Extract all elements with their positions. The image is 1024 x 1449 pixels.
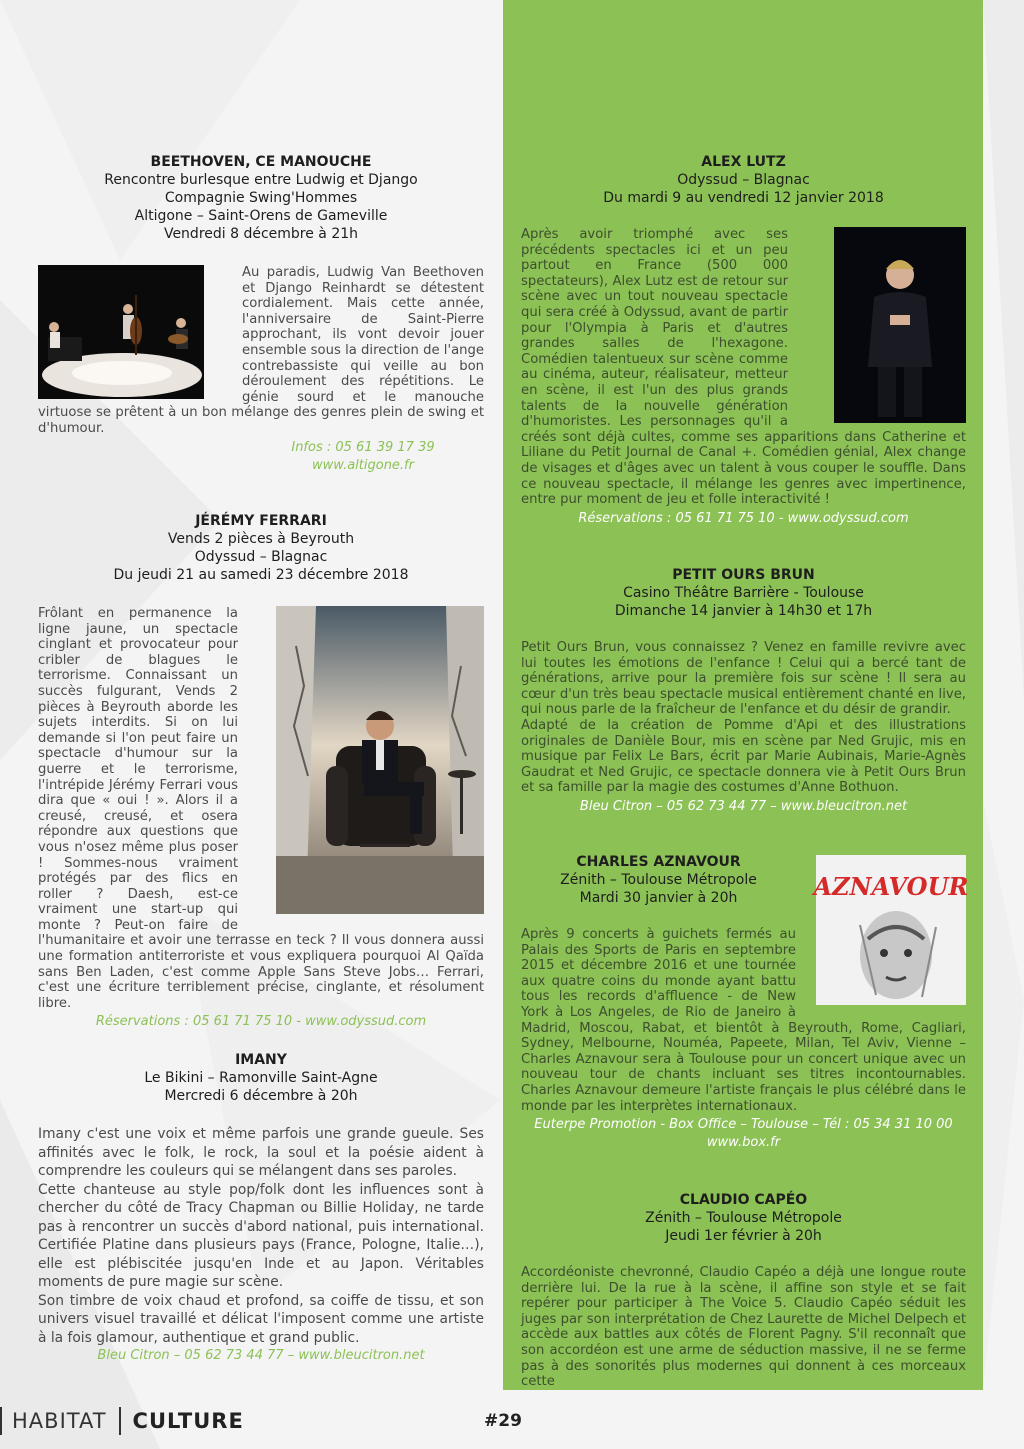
poster-logo-text: AZNAVOUR (813, 872, 969, 901)
article-contact: Réservations : 05 61 71 75 10 - www.odyssud.com (95, 1014, 427, 1030)
article-header (521, 853, 796, 907)
article-company: Compagnie Swing'Hommes (164, 190, 358, 206)
article-venue: Odyssud – Blagnac (677, 172, 810, 188)
article-header (38, 1051, 484, 1105)
article-paragraph: Cette chanteuse au style pop/folk dont les influences sont à chercher du côté de Tracy Chapman ou Billie Holiday, ne tarde pas à rencontrer un succès d'abord national, puis international. Certifiée Platine dans plusieurs pays (France, Pologne, Italie…), elle est plébiscitée jusqu'en Inde et au Japon. Véritables moments de pure magie sur scène. (38, 1181, 484, 1290)
article-date: Mardi 30 janvier à 20h (579, 890, 738, 906)
article-venue: Le Bikini – Ramonville Saint-Agne (144, 1070, 378, 1086)
article-venue: Zénith – Toulouse Métropole (645, 1210, 842, 1226)
article-body: Accordéoniste chevronné, Claudio Capéo a déjà une longue route derrière lui. De la rue à la scène, il affine son style et se fait repérer pour participer à The Voice 5. Claudio Capéo séduit les juges par son interprétation de Chez Laurette de Michel Delpech et accède aux battles aux côtés de Florent Pagny. S'il reconnaît que son accordéon est une arme de séduction massive, il ne se ferme pas à des sonorités plus modernes qui donnent à ces morceaux cette (521, 1265, 966, 1390)
article-date: Dimanche 14 janvier à 14h30 et 17h (614, 603, 873, 619)
footer-divider (119, 1407, 121, 1435)
article-header (38, 153, 484, 243)
article-title: ALEX LUTZ (701, 154, 786, 170)
article-contact: Bleu Citron – 05 62 73 44 77 – www.bleucitron.net (579, 798, 908, 814)
lutz-photo (834, 227, 966, 423)
article-header (521, 1191, 966, 1245)
aznavour-poster-image (813, 855, 969, 1005)
article-header (521, 153, 966, 207)
article-header (521, 566, 966, 620)
article-body: Au paradis, Ludwig Van Beethoven et Django Reinhardt se détestent cordialement. Mais cette année, l'anniversaire de Saint-Pierre approchant, ils vont devoir jouer ensemble sous la direction de l'ange contrebassiste qui veille au bon déroulement des répétitions. Le génie sourd et le manouche virtuose se prêtent à un bon mélange des genres plein de swing et d'humour. (38, 265, 484, 436)
article-contact-website[interactable]: www.altigone.fr (312, 457, 414, 473)
article-body: Après 9 concerts à guichets fermés au Palais des Sports de Paris en septembre 2015 et décembre 2016 et une tournée aux quatre coins du monde ayant battu tous les records d'affluence - de New York à Los Angeles, de Rio de Janeiro à Madrid, Moscou, Rabat, et bientôt à Beyrouth, Rome, Cagliari, Sydney, Melbourne, Nouméa, Papeete, Milan, Tel Aviv, Vienne – Charles Aznavour sera à Toulouse pour un concert unique avec un nouveau tour de chants incluant ses titres incontournables. Charles Aznavour demeure l'artiste français le plus célébré dans le monde par les interprètes internationaux. (521, 927, 966, 1114)
article-contact: Euterpe Promotion - Box Office – Toulouse – Tél : 05 34 31 10 00 (534, 1117, 953, 1133)
ferrari-photo (276, 606, 484, 914)
article-subtitle: Rencontre burlesque entre Ludwig et Django (104, 172, 418, 188)
article-title: IMANY (235, 1052, 287, 1068)
article-date: Jeudi 1er février à 20h (665, 1228, 822, 1244)
article-venue: Odyssud – Blagnac (194, 549, 328, 565)
article-lutz (521, 153, 966, 528)
article-imany (38, 1051, 484, 1365)
armchair-portrait-icon (276, 606, 484, 914)
article-title: PETIT OURS BRUN (672, 567, 815, 583)
concert-stage-icon (38, 265, 204, 399)
article-body: Après avoir triomphé avec ses précédents spectacles ici et un peu partout en France (500 000 spectateurs), Alex Lutz est de retour sur scène avec un tout nouveau spectacle qui sera créé à Odyssud, avant de partir pour l'Olympia à Paris et d'autres grandes salles de l'hexagone. Comédien talentueux sur scène comme au cinéma, auteur, réalisateur, metteur en scène, il est l'un des plus grands talents de la nouvelle génération d'humoristes. Les personnages qu'il a créés sont déjà cultes, comme ses apparitions dans Catherine et Liliane du Petit Journal de Canal +. Comédien génial, Alex change de visages et d'âges avec un talent à vous couper le souffle. Dans ce nouveau spectacle, il mélange les genres avec impertinence, entre pur moment de jeu et folle interactivité ! (521, 227, 966, 508)
performer-portrait-icon (834, 227, 966, 423)
aznavour-poster (813, 855, 969, 1005)
article-body: Frôlant en permanence la ligne jaune, un spectacle cinglant et provocateur pour cribler de blagues le terrorisme. Connaissant un succès fulgurant, Vends 2 pièces à Beyrouth aborde les sujets interdits. Si on lui demande si l'on peut faire un spectacle d'humour sur la guerre et le terrorisme, l'intrépide Jérémy Ferrari vous dira que « oui ! ». Alors il a creusé, creusé, et osera répondre aux questions que vous n'osez même plus poser ! Sommes-nous vraiment protégés par des flics en roller ? Daesh, est-ce vraiment une start-up qui monte ? Peut-on faire de l'humanitaire et avoir une terrasse en teck ? Il vous donnera aussi une formation antiterroriste et vous expliquera pourquoi Al Qaïda sans Ben Laden, c'est comme Apple Sans Steve Jobs… Ferrari, c'est une écriture terriblement précise, cinglante, et résolument libre. (38, 606, 484, 1011)
footer-category: CULTURE (132, 1409, 244, 1433)
article-venue: Zénith – Toulouse Métropole (560, 872, 757, 888)
article-date: Du mardi 9 au vendredi 12 janvier 2018 (603, 190, 884, 206)
article-title: JÉRÉMY FERRARI (195, 513, 327, 529)
footer-divider (0, 1407, 2, 1435)
article-venue: Altigone – Saint-Orens de Gameville (134, 208, 388, 224)
article-title: CLAUDIO CAPÉO (679, 1192, 808, 1208)
page-footer (0, 1404, 260, 1438)
article-contact: Bleu Citron – 05 62 73 44 77 – www.bleucitron.net (97, 1348, 425, 1363)
beethoven-photo (38, 265, 204, 399)
article-header (38, 512, 484, 584)
article-ours (521, 566, 966, 816)
article-beethoven (38, 153, 484, 475)
article-date: Du jeudi 21 au samedi 23 décembre 2018 (113, 567, 409, 583)
article-date: Mercredi 6 décembre à 20h (164, 1088, 358, 1104)
article-ferrari (38, 512, 484, 1031)
article-venue: Casino Théâtre Barrière - Toulouse (623, 585, 864, 601)
footer-section: HABITAT (12, 1409, 107, 1433)
article-contact-website[interactable]: www.box.fr (706, 1135, 781, 1151)
page-number: #29 (483, 1404, 523, 1438)
article-aznavour (521, 853, 969, 1152)
article-paragraph: Son timbre de voix chaud et profond, sa coiffe de tissu, et son univers visuel travaillé et délicat l'imposent comme une artiste à la fois glamour, authentique et grand public. (38, 1292, 484, 1346)
article-capeo (521, 1191, 966, 1390)
article-contact: Réservations : 05 61 71 75 10 - www.odyssud.com (578, 510, 909, 526)
article-paragraph: Petit Ours Brun, vous connaissez ? Venez en famille revivre avec lui toutes les émotions de l'enfance ! Celui qui a bercé tant de générations, arrive pour la première fois sur scène ! Il sera au cœur d'un très beau spectacle musical entièrement chanté en live, qui nous parle de la fraîcheur de l'enfance et du désir de grandir. (521, 640, 966, 718)
article-subtitle: Vends 2 pièces à Beyrouth (167, 531, 355, 547)
article-contact-phone: Infos : 05 61 39 17 39 (291, 439, 435, 455)
article-date: Vendredi 8 décembre à 21h (163, 226, 359, 242)
article-title: CHARLES AZNAVOUR (576, 854, 741, 870)
article-title: BEETHOVEN, CE MANOUCHE (150, 154, 372, 170)
article-paragraph: Adapté de la création de Pomme d'Api et des illustrations originales de Danièle Bour, mis en scène par Ned Grujic, mis en musique par Felix Le Bars, écrit par Marie Aubinais, Marie-Agnès Gaudrat et Ned Grujic, ce spectacle donnera vie à Petit Ours Brun et sa famille par la magie des costumes d'Anne Bothuon. (521, 717, 966, 796)
article-paragraph: Imany c'est une voix et même parfois une grande gueule. Ses affinités avec le folk, le rock, la soul et la poésie aident à comprendre les couleurs qui se mélangent dans ses paroles. (38, 1126, 484, 1179)
